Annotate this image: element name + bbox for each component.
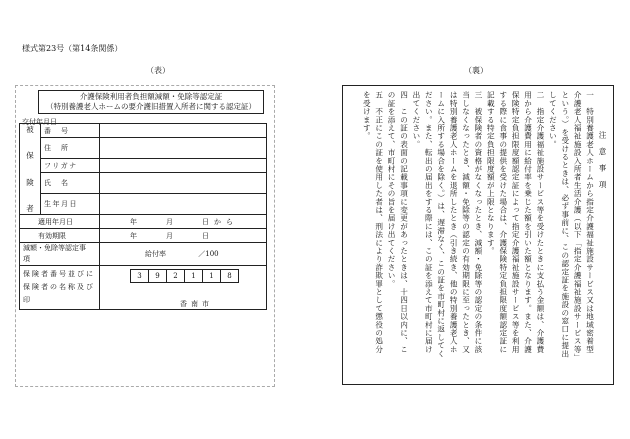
insurer-digit: 1 <box>203 269 221 283</box>
address-value <box>100 138 267 159</box>
insured-number-label: 番 号 <box>41 124 100 138</box>
certificate-table <box>19 123 267 310</box>
back-side-label: （裏） <box>464 66 488 75</box>
form-number: 様式第23号（第14条関係） <box>22 44 123 53</box>
furigana-value <box>100 159 267 173</box>
insurer-number-boxes <box>130 269 263 283</box>
certificate-title <box>38 90 264 114</box>
front-side-label: （表） <box>146 66 170 75</box>
furigana-label: フリガナ <box>41 159 100 173</box>
valid-start-label: 適用年月日 <box>20 215 100 229</box>
name-value <box>100 173 267 194</box>
insurer-value <box>100 266 267 310</box>
insured-number-value <box>100 124 267 138</box>
valid-start-value: 年 月 日から <box>100 215 267 229</box>
name-label: 氏 名 <box>41 173 100 194</box>
insurer-digit: 2 <box>167 269 185 283</box>
insurer-digit: 8 <box>221 269 239 283</box>
birthdate-value <box>100 194 267 215</box>
benefit-rate-label: 給付率 <box>145 250 166 258</box>
note-item: 四 この証の表面の記載事項に変更があったときは、十四日以内に、この証を添えて、市町村にその旨を届け出てください。 <box>387 91 409 354</box>
benefit-rate-value: ／100 <box>198 250 219 258</box>
insurer-digit: 3 <box>130 269 149 283</box>
issue-date-label: 交付年月日 <box>22 118 57 126</box>
reduction-value <box>100 243 267 266</box>
insurer-label: 保険者番号並びに保険者の名称及び印 <box>20 266 100 310</box>
insurer-name: 香南市 <box>180 300 213 308</box>
notes-section <box>352 91 608 361</box>
valid-end-label: 有効期限 <box>20 229 100 243</box>
note-item: 五 不正にこの証を使用した者は、刑法により詐欺罪として懲役の処分を受けます。 <box>362 91 384 354</box>
insurer-digit: 1 <box>185 269 203 283</box>
reduction-label: 減額・免除等認定事 項 <box>20 243 100 266</box>
birthdate-label: 生年月日 <box>41 194 100 215</box>
insurer-digit: 9 <box>149 269 167 283</box>
certificate-title-main: 介護保険利用者負担額減額・免除等認定証 <box>79 92 223 101</box>
certificate-title-sub: （特別養護老人ホームの要介護旧措置入所者に関する認定証） <box>46 102 256 111</box>
notes-heading: 注 意 事 項 <box>598 131 607 189</box>
valid-end-value: 年 月 日 <box>100 229 267 243</box>
note-item: 一 特別養護老人ホームから指定介護福祉施設サービス又は地域密着型介護老人福祉施設入所者生活介護（以下「指定介護福祉施設サービス等」という。）を受けるときは、必ず事前に、この認定証を施設の窓口に提出してください。 <box>548 91 595 358</box>
address-label: 住 所 <box>41 138 100 159</box>
insured-group-label: 被 保 険 者 <box>20 124 41 215</box>
note-item: 二 指定介護福祉施設サービス等を受けたときに支払う金額は、介護費用から介護費用に給付率を乗じた額を引いた額となります。また、介護保険特定負担限度額認定証によって指定介護福祉施設サービス等を利用する際に食事の提供を受けた場合は、介護保険特定負担限度額認定証に記載する特定負担限度額が上限となります。 <box>486 91 545 354</box>
note-item: 三 被保険者の資格がなくなったとき、減額・免除等の認定の条件に該当しなくなったとき、減額・免除等の認定の有効期限に至ったとき、又は特別養護老人ホームを退所したとき（引き続き、他の特別養護老人ホームに入所する場合を除く。）は、遅滞なく、この証を市町村に返してください。また、転出の届出をする際には、この証を添えて市町村に届け出てください。 <box>411 91 483 358</box>
